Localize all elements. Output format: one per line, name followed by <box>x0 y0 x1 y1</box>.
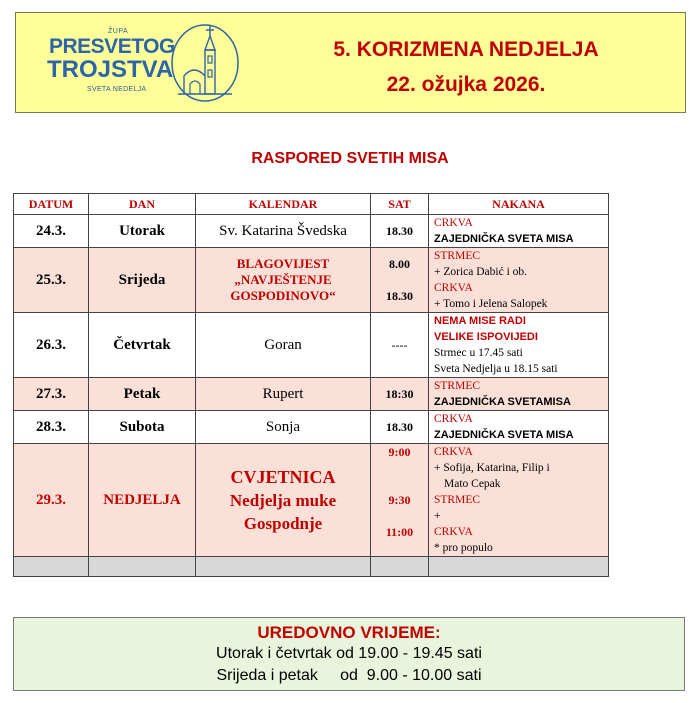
nakana-line: + <box>434 510 441 522</box>
row-datum: 27.3. <box>14 378 89 411</box>
table-row <box>14 378 609 411</box>
page-title: 5. KORIZMENA NEDJELJA <box>333 38 599 61</box>
nakana-location: CRKVA <box>434 526 473 538</box>
row-nakana <box>429 215 609 248</box>
page-date: 22. ožujka 2026. <box>386 73 546 96</box>
row-nakana <box>429 411 609 444</box>
time: 11:00 <box>385 525 414 539</box>
table-row <box>14 411 609 444</box>
row-datum: 24.3. <box>14 215 89 248</box>
row-kalendar: Rupert <box>196 378 371 411</box>
nakana-location: CRKVA <box>434 217 473 229</box>
header-banner <box>15 12 686 113</box>
table-row <box>14 248 609 313</box>
row-dan: Srijeda <box>89 248 196 313</box>
row-nakana <box>429 248 609 313</box>
table-row-empty <box>14 557 609 577</box>
office-hours-title: UREDOVNO VRIJEME: <box>257 623 441 642</box>
nakana-location: STRMEC <box>434 380 481 392</box>
nakana-line: Strmec u 17.45 sati <box>434 347 523 359</box>
kalendar-line: Gospodnje <box>243 513 323 533</box>
schedule-title: RASPORED SVETIH MISA <box>251 150 449 167</box>
nakana-line: ZAJEDNIČKA SVETA MISA <box>434 233 574 245</box>
row-sat <box>371 248 429 313</box>
row-dan: Subota <box>89 411 196 444</box>
mass-schedule-table <box>13 193 609 577</box>
kalendar-line: Nedjelja muke <box>229 490 337 510</box>
row-sat <box>371 313 429 378</box>
nakana-line: VELIKE ISPOVIJEDI <box>434 331 538 343</box>
nakana-line: NEMA MISE RADI <box>434 315 526 327</box>
row-nakana <box>429 444 609 557</box>
nakana-location: CRKVA <box>434 282 473 294</box>
office-hours-box <box>13 617 685 691</box>
row-dan: Četvrtak <box>89 313 196 378</box>
time: 9:30 <box>388 493 411 507</box>
nakana-line: Sveta Nedjelja u 18.15 sati <box>434 363 558 375</box>
church-emblem-icon <box>170 20 240 104</box>
logo-line-1: PRESVETOG <box>49 35 175 58</box>
row-dan: Utorak <box>89 215 196 248</box>
row-kalendar: Sv. Katarina Švedska <box>196 215 371 248</box>
time: 18.30 <box>386 223 413 238</box>
time: ---- <box>391 337 408 352</box>
row-sat <box>371 411 429 444</box>
header-sat: SAT <box>371 194 429 215</box>
row-sat <box>371 378 429 411</box>
office-hours-line: Utorak i četvrtak od 19.00 - 19.45 sati <box>216 645 482 662</box>
logo-place: SVETA NEDELJA <box>87 86 147 93</box>
table-row <box>14 444 609 557</box>
time: 8.00 <box>389 257 410 271</box>
nakana-location: STRMEC <box>434 250 481 262</box>
row-kalendar <box>196 444 371 557</box>
time: 18.30 <box>386 419 413 434</box>
row-kalendar: Sonja <box>196 411 371 444</box>
row-nakana <box>429 313 609 378</box>
nakana-line: + Zorica Dabić i ob. <box>434 266 528 278</box>
kalendar-line: GOSPODINOVO“ <box>230 288 336 303</box>
nakana-line: Mato Cepak <box>444 478 501 490</box>
row-sat <box>371 444 429 557</box>
kalendar-line: „NAVJEŠTENJE <box>234 272 332 287</box>
row-dan: NEDJELJA <box>89 444 196 557</box>
header-kalendar: KALENDAR <box>196 194 371 215</box>
kalendar-line: BLAGOVIJEST <box>236 256 330 271</box>
header-nakana: NAKANA <box>429 194 609 215</box>
row-datum: 25.3. <box>14 248 89 313</box>
nakana-location: CRKVA <box>434 413 473 425</box>
header-dan: DAN <box>89 194 196 215</box>
header-datum: DATUM <box>14 194 89 215</box>
nakana-line: * pro populo <box>434 542 493 554</box>
time: 18:30 <box>385 386 414 401</box>
parish-logo <box>44 18 244 108</box>
time: 18.30 <box>386 289 413 303</box>
nakana-line: + Tomo i Jelena Salopek <box>434 298 548 310</box>
row-datum: 26.3. <box>14 313 89 378</box>
logo-line-2: TROJSTVA <box>47 56 174 83</box>
row-nakana <box>429 378 609 411</box>
table-row <box>14 215 609 248</box>
office-hours-line: Srijeda i petak od 9.00 - 10.00 sati <box>216 667 482 684</box>
table-row <box>14 313 609 378</box>
nakana-line: + Sofija, Katarina, Filip i <box>434 462 550 474</box>
nakana-line: ZAJEDNIČKA SVETAMISA <box>434 396 571 408</box>
time: 9:00 <box>388 445 411 459</box>
nakana-location: CRKVA <box>434 446 473 458</box>
row-kalendar: Goran <box>196 313 371 378</box>
nakana-line: ZAJEDNIČKA SVETA MISA <box>434 429 574 441</box>
kalendar-line: CVJETNICA <box>230 466 336 487</box>
row-dan: Petak <box>89 378 196 411</box>
row-sat <box>371 215 429 248</box>
row-kalendar <box>196 248 371 313</box>
logo-small-text: ŽUPA <box>108 28 129 35</box>
row-datum: 29.3. <box>14 444 89 557</box>
table-header-row <box>14 194 609 215</box>
row-datum: 28.3. <box>14 411 89 444</box>
nakana-location: STRMEC <box>434 494 481 506</box>
